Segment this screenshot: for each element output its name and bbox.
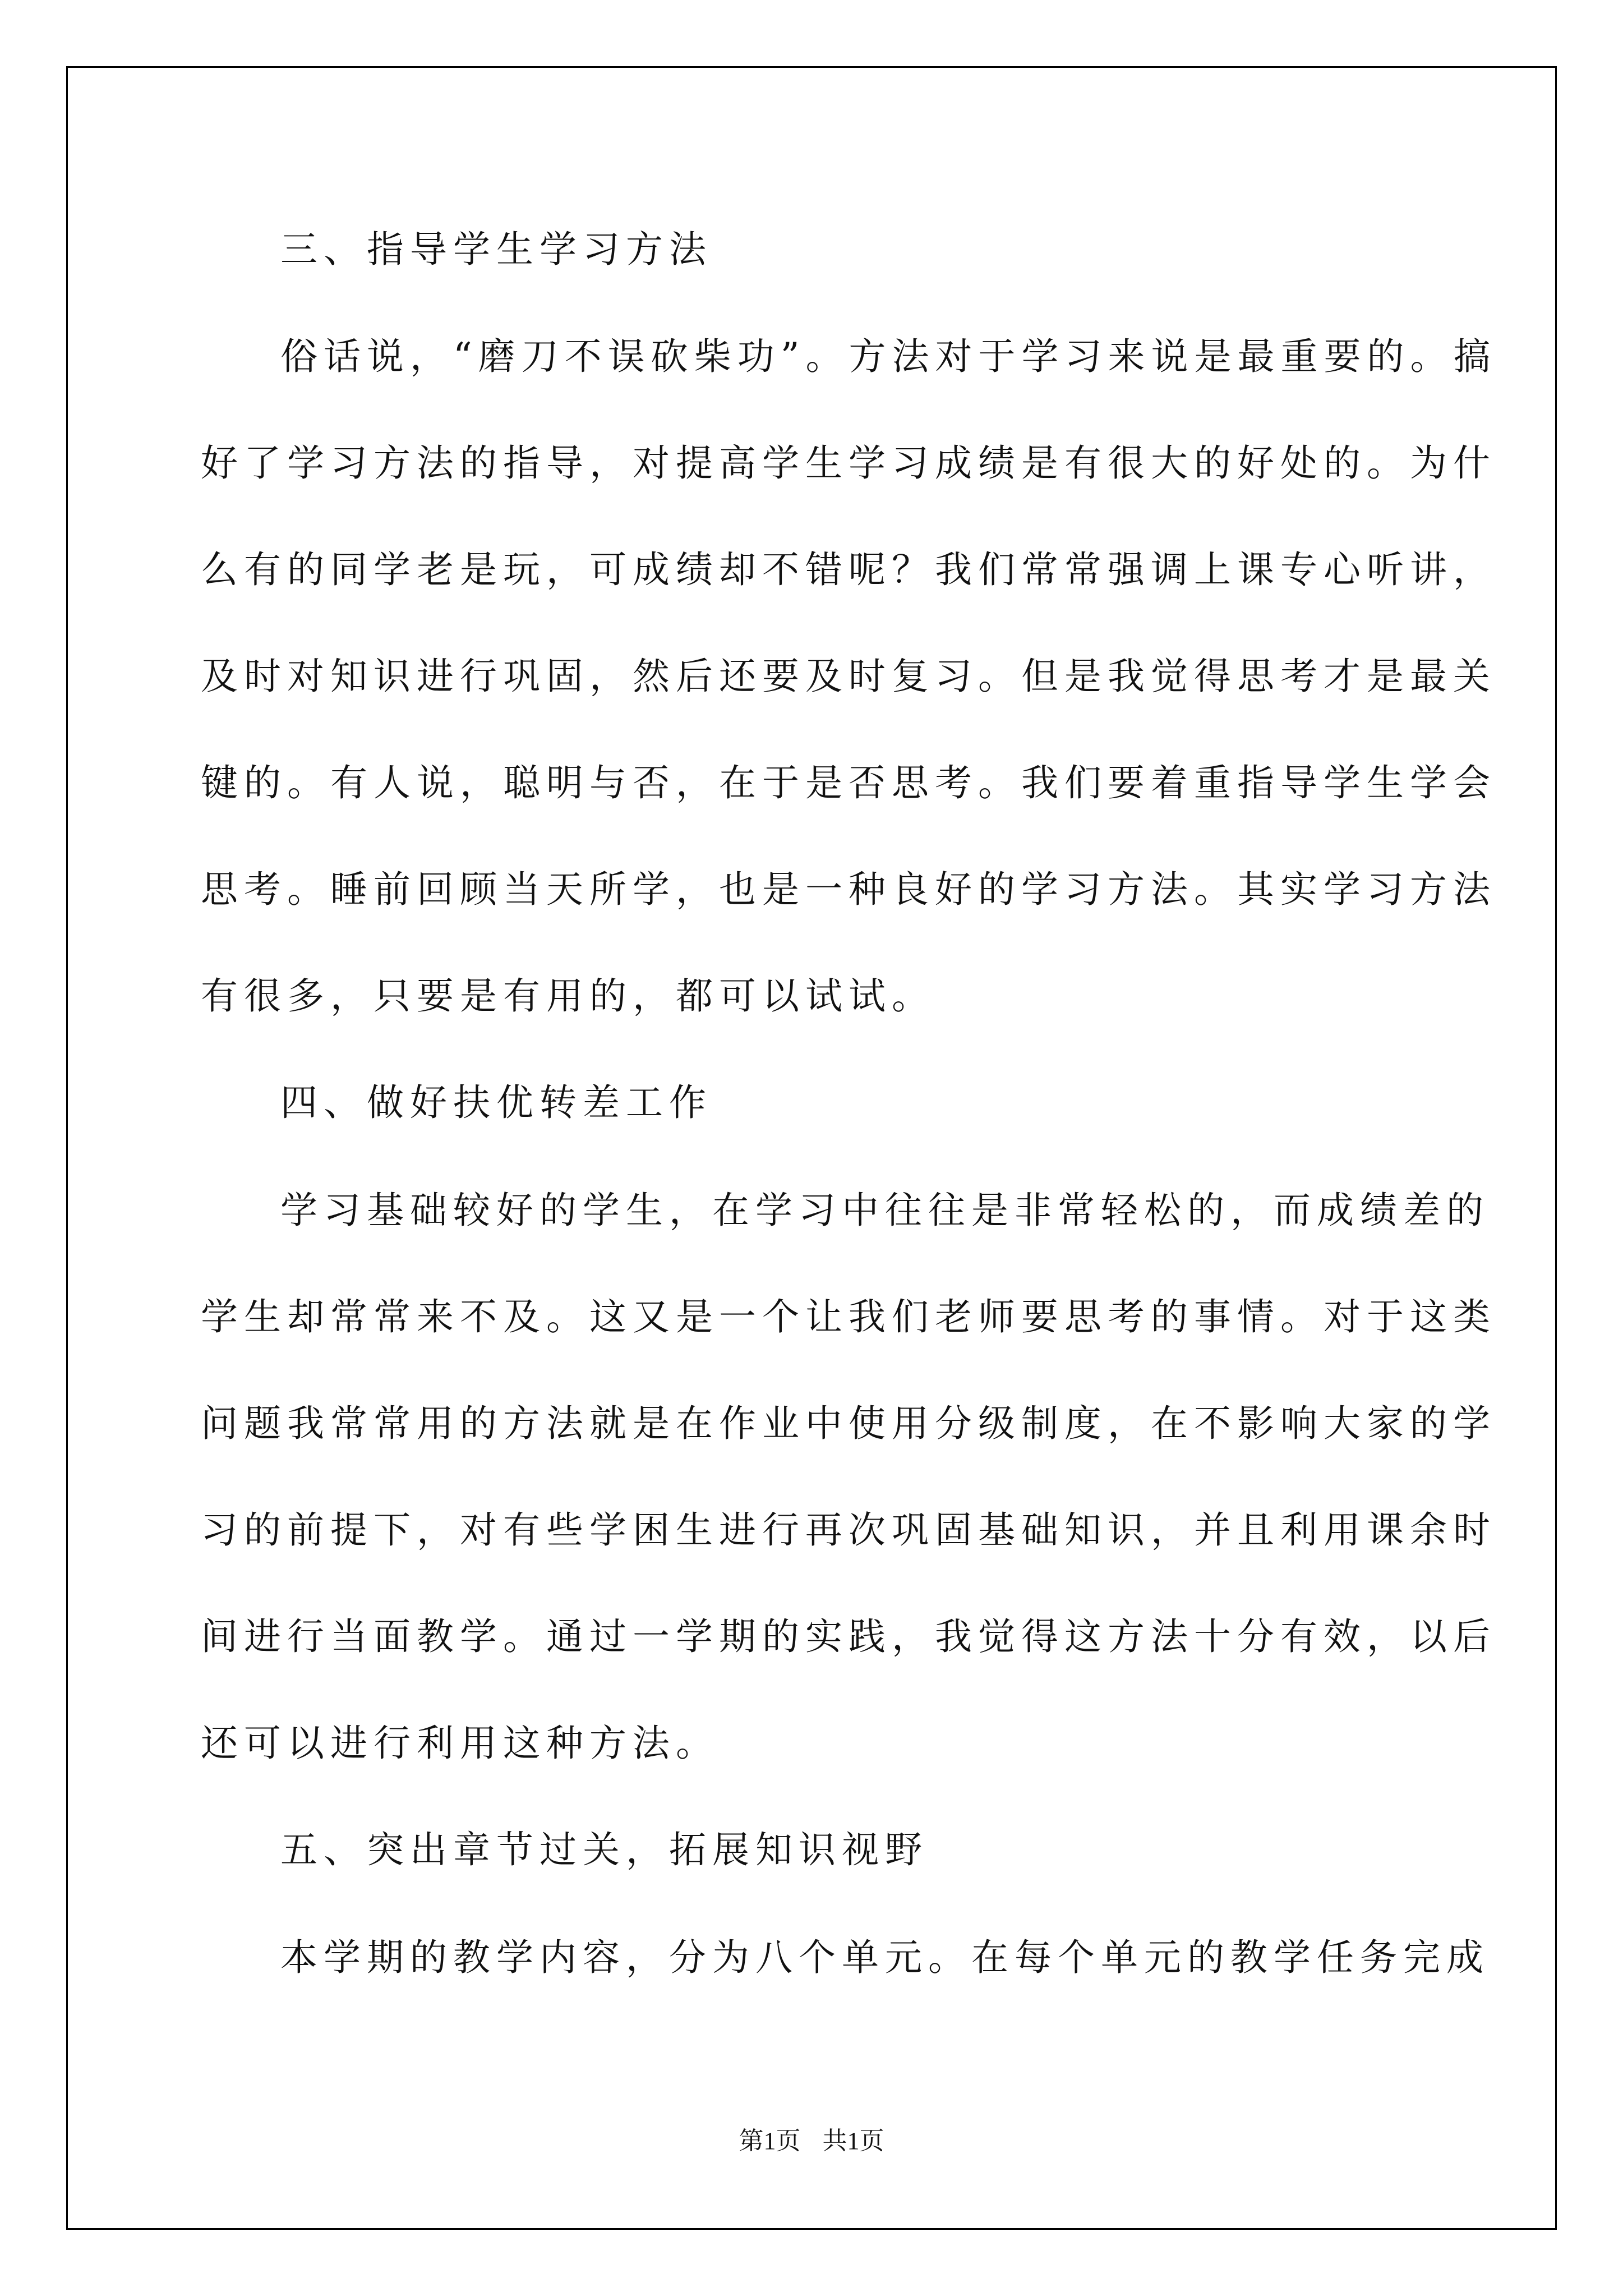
paragraph-line: 及时对知识进行巩固，然后还要及时复习。但是我觉得思考才是最关 bbox=[201, 655, 1496, 698]
paragraph-line: 好了学习方法的指导，对提高学生学习成绩是有很大的好处的。为什 bbox=[201, 441, 1496, 485]
paragraph-line: 键的。有人说，聪明与否，在于是否思考。我们要着重指导学生学会 bbox=[201, 761, 1496, 804]
paragraph-line: 习的前提下，对有些学困生进行再次巩固基础知识，并且利用课余时 bbox=[201, 1508, 1496, 1552]
paragraph-line: 学生却常常来不及。这又是一个让我们老师要思考的事情。对于这类 bbox=[201, 1295, 1496, 1338]
page-border bbox=[66, 66, 1557, 2230]
paragraph-line: 还可以进行利用这种方法。 bbox=[201, 1722, 719, 1765]
page-number: 第1页 bbox=[739, 2127, 801, 2155]
paragraph-line: 本学期的教学内容，分为八个单元。在每个单元的教学任务完成 bbox=[280, 1936, 1490, 1979]
section-heading-3: 三、指导学生学习方法 bbox=[280, 228, 712, 271]
paragraph-line: 俗话说，“磨刀不误砍柴功”。方法对于学习来说是最重要的。搞 bbox=[280, 335, 1497, 378]
page-total: 共1页 bbox=[822, 2127, 884, 2155]
paragraph-line: 学习基础较好的学生，在学习中往往是非常轻松的，而成绩差的 bbox=[280, 1189, 1490, 1232]
section-heading-5: 五、突出章节过关，拓展知识视野 bbox=[280, 1828, 928, 1871]
paragraph-line: 间进行当面教学。通过一学期的实践，我觉得这方法十分有效，以后 bbox=[201, 1615, 1496, 1658]
paragraph-line: 思考。睡前回顾当天所学，也是一种良好的学习方法。其实学习方法 bbox=[201, 868, 1496, 911]
paragraph-line: 么有的同学老是玩，可成绩却不错呢？我们常常强调上课专心听讲， bbox=[201, 548, 1496, 591]
page-footer bbox=[0, 2120, 1623, 2156]
section-heading-4: 四、做好扶优转差工作 bbox=[280, 1081, 712, 1124]
paragraph-line: 有很多，只要是有用的，都可以试试。 bbox=[201, 974, 935, 1018]
paragraph-line: 问题我常常用的方法就是在作业中使用分级制度，在不影响大家的学 bbox=[201, 1402, 1496, 1445]
